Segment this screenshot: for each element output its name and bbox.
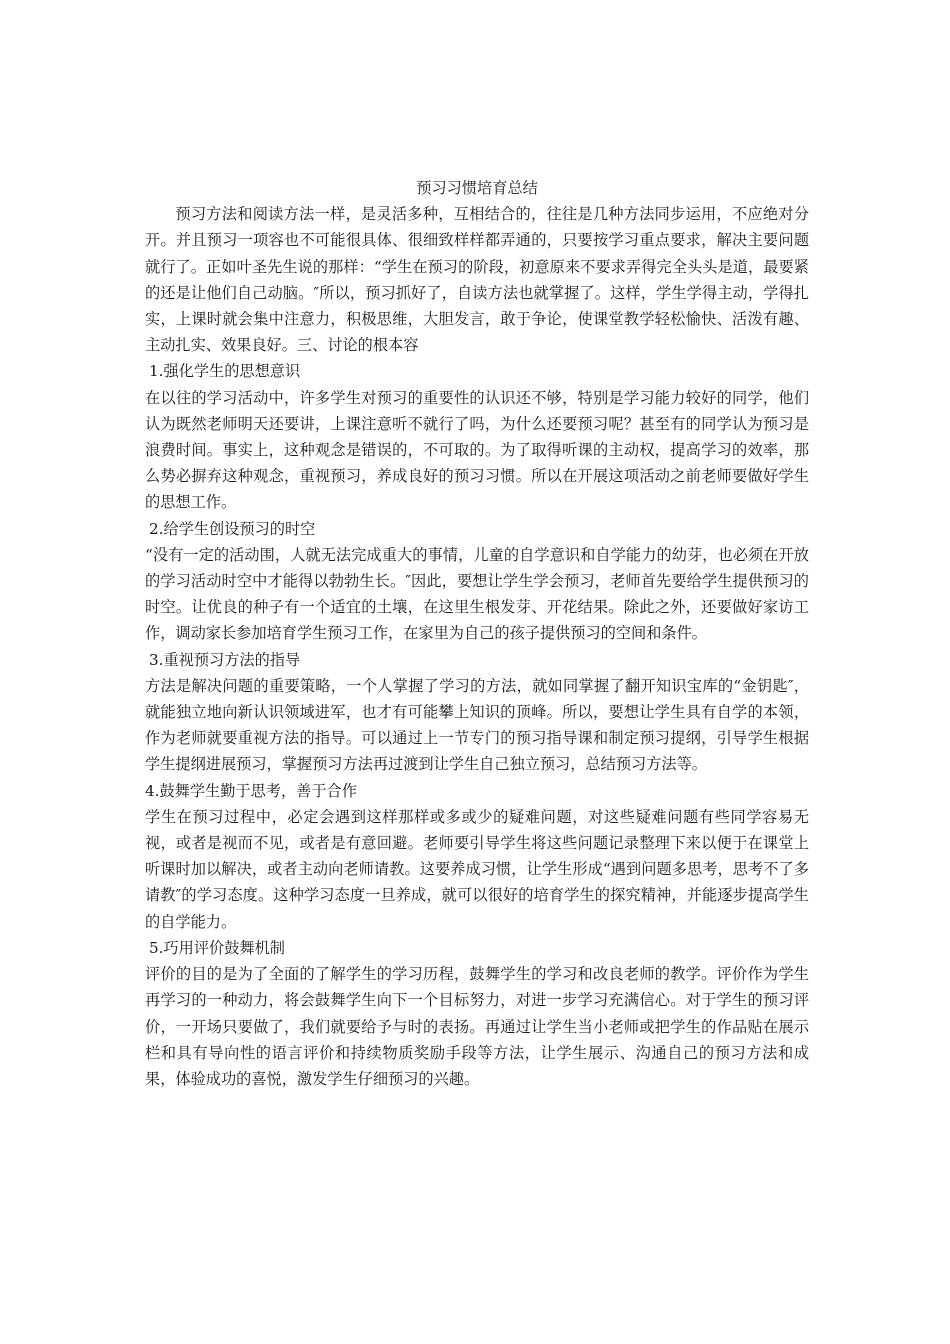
intro-paragraph: 预习方法和阅读方法一样，是灵活多种，互相结合的，往往是几种方法同步运用，不应绝对分开。并且预习一项容也不可能很具体、很细致样样都弄通的，只要按学习重点要求，解决主要问题就行了。正如叶圣先生说的那样：“学生在预习的阶段，初意原来不要求弄得完全头头是道，最要紧的还是让他们自己动脑。″所以，预习抓好了，自读方法也就掌握了。这样，学生学得主动，学得扎实，上课时就会集中注意力，积极思维，大胆发言，敢于争论，使课堂教学轻松愉快、活泼有趣、主动扎实、效果良好。三、讨论的根本容 — [145, 205, 809, 355]
section-3-heading: 3.重视预习方法的指导 — [149, 650, 301, 669]
section-4-body: 学生在预习过程中，必定会遇到这样那样或多或少的疑难问题，对这些疑难问题有些同学容易无视，或者是视而不见，或者是有意回避。老师要引导学生将这些问题记录整理下来以便于在课堂上听课时加以解决，或者主动向老师请教。这要养成习惯，让学生形成“遇到问题多思考，思考不了多请教″的学习态度。这种学习态度一旦养成，就可以很好的培育学生的探究精神，并能逐步提高学生的自学能力。 — [145, 807, 809, 931]
document-page — [145, 175, 809, 1092]
section-5-heading: 5.巧用评价鼓舞机制 — [149, 938, 285, 957]
document-title: 预习习惯培育总结 — [416, 179, 538, 197]
section-2-body: “没有一定的活动围，人就无法完成重大的事情，儿童的自学意识和自学能力的幼芽，也必须在开放的学习活动时空中才能得以勃勃生长。″因此，要想让学生学会预习，老师首先要给学生提供预习的时空。让优良的种子有一个适宜的土壤，在这里生根发芽、开花结果。除此之外，还要做好家访工作，调动家长参加培育学生预习工作，在家里为自己的孩子提供预习的空间和条件。 — [145, 545, 809, 643]
section-1-heading: 1.强化学生的思想意识 — [149, 362, 301, 381]
section-2-heading: 2.给学生创设预习的时空 — [149, 519, 316, 538]
section-5-body: 评价的目的是为了全面的了解学生的学习历程，鼓舞学生的学习和改良老师的教学。评价作为学生再学习的一种动力，将会鼓舞学生向下一个目标努力，对进一步学习充满信心。对于学生的预习评价，一开场只要做了，我们就要给予与时的表扬。再通过让学生当小老师或把学生的作品贴在展示栏和具有导向性的语言评价和持续物质奖励手段等方法，让学生展示、沟通自己的预习方法和成果，体验成功的喜悦，激发学生仔细预习的兴趣。 — [145, 965, 809, 1088]
section-4-heading: 4.鼓舞学生勤于思考，善于合作 — [145, 781, 357, 800]
section-3-body: 方法是解决问题的重要策略，一个人掌握了学习的方法，就如同掌握了翻开知识宝库的“金钥匙″，就能独立地向新认识领域进军，也才有可能攀上知识的顶峰。所以，要想让学生具有自学的本领，作为老师就要重视方法的指导。可以通过上一节专门的预习指导课和制定预习提纲，引导学生根据学生提纲进展预习，掌握预习方法再过渡到让学生自己独立预习，总结预习方法等。 — [145, 676, 809, 774]
section-1-body: 在以往的学习活动中，许多学生对预习的重要性的认识还不够，特别是学习能力较好的同学，他们认为既然老师明天还要讲，上课注意听不就行了吗，为什么还要预习呢？甚至有的同学认为预习是浪费时间。事实上，这种观念是错误的，不可取的。为了取得听课的主动权，提高学习的效率，那么势必摒弃这种观念，重视预习，养成良好的预习习惯。所以在开展这项活动之前老师要做好学生的思想工作。 — [145, 388, 809, 512]
